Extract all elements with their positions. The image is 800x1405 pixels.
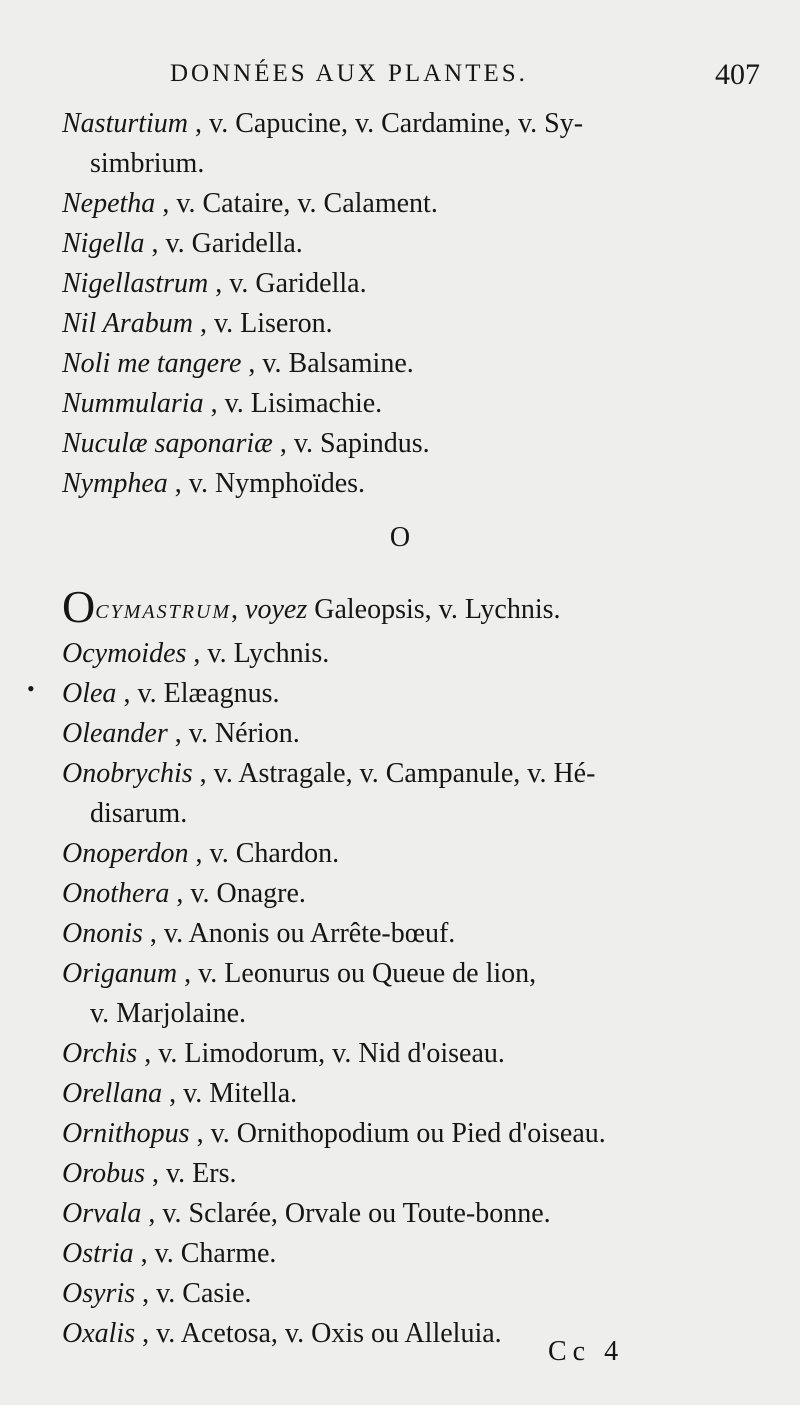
entry-text: v. Chardon. (209, 838, 340, 869)
entry-text: v. Astragale, v. Campanule, v. Hé- (213, 758, 596, 789)
index-entry: Nigellastrum , v. Garidella. (62, 268, 367, 299)
entry-text: v. Casie. (156, 1278, 252, 1309)
entry-text: v. Mitella. (183, 1078, 298, 1109)
entries-n-list (62, 104, 762, 504)
entry-lemma: Nigellastrum (62, 268, 209, 299)
entry-text: v. Elæagnus. (137, 678, 280, 709)
page-header (170, 58, 760, 98)
entry-lemma: Nummularia (62, 388, 204, 419)
entry-text: v. Garidella. (229, 268, 367, 299)
see-label: voyez (245, 594, 308, 625)
entry-text: v. Liseron. (213, 308, 333, 339)
index-entry: Nymphea , v. Nymphoïdes. (62, 468, 366, 499)
index-entry: Ornithopus , v. Ornithopodium ou Pied d'oiseau. (62, 1118, 606, 1149)
entry-continuation: simbrium. (90, 148, 205, 179)
entry-text: v. Sclarée, Orvale ou Toute-bonne. (162, 1198, 551, 1229)
entry-text: v. Ers. (165, 1158, 237, 1189)
entry-text: v. Leonurus ou Queue de lion, (198, 958, 537, 989)
index-entry: Ostria , v. Charme. (62, 1238, 277, 1269)
entry-lemma: Oxalis (62, 1318, 136, 1349)
entry-lemma: Noli me tangere (62, 348, 242, 379)
index-entry: Origanum , v. Leonurus ou Queue de lion, v. Marjolaine. (62, 954, 762, 1034)
entry-lemma: Nigella (62, 228, 145, 259)
entry-lemma: Ostria (62, 1238, 134, 1269)
entry-lemma: Ocymoides (62, 638, 187, 669)
index-entry: Nasturtium , v. Capucine, v. Cardamine, v. Sy- simbrium. (62, 104, 762, 184)
entry-lemma: Onoperdon (62, 838, 189, 869)
entry-text: v. Limodorum, v. Nid d'oiseau. (158, 1038, 505, 1069)
index-entry: Nepetha , v. Cataire, v. Calament. (62, 188, 438, 219)
entry-lemma: Nuculæ saponariæ (62, 428, 273, 459)
entry-text: v. Nérion. (188, 718, 300, 749)
index-entry: Onothera , v. Onagre. (62, 878, 306, 909)
entry-text: v. Lychnis. (207, 638, 330, 669)
entry-lemma: Onothera (62, 878, 170, 909)
entry-lemma: Ononis (62, 918, 143, 949)
index-entry: Nummularia , v. Lisimachie. (62, 388, 383, 419)
index-entry: Onobrychis , v. Astragale, v. Campanule, v. Hé- disarum. (62, 754, 762, 834)
index-entry: Orchis , v. Limodorum, v. Nid d'oiseau. (62, 1038, 505, 1069)
index-entry: Ocymoides , v. Lychnis. (62, 638, 330, 669)
entry-lemma: Nepetha (62, 188, 156, 219)
index-entry: Osyris , v. Casie. (62, 1278, 252, 1309)
entry-lemma: Oleander (62, 718, 168, 749)
entry-text: v. Garidella. (165, 228, 303, 259)
first-entry-caps: CYMASTRUM (95, 601, 232, 623)
index-entry: Olea , v. Elæagnus. (62, 678, 280, 709)
entry-text: v. Sapindus. (293, 428, 430, 459)
entry-lemma: Onobrychis (62, 758, 193, 789)
first-entry-ocymastrum: OCYMASTRUM, voyez Galeopsis, v. Lychnis. (62, 581, 561, 632)
index-entry: Orellana , v. Mitella. (62, 1078, 298, 1109)
margin-bullet: • (27, 676, 35, 701)
index-entry: Orvala , v. Sclarée, Orvale ou Toute-bonne. (62, 1198, 551, 1229)
index-entry: Nuculæ saponariæ , v. Sapindus. (62, 428, 430, 459)
index-entry: Oleander , v. Nérion. (62, 718, 300, 749)
entry-text: v. Nymphoïdes. (188, 468, 366, 499)
page-number: 407 (715, 58, 760, 91)
entry-lemma: Nasturtium (62, 108, 189, 139)
entry-continuation: v. Marjolaine. (90, 998, 247, 1029)
entry-text: v. Ornithopodium ou Pied d'oiseau. (210, 1118, 606, 1149)
entry-text: v. Charme. (154, 1238, 277, 1269)
entry-continuation: disarum. (90, 798, 188, 829)
section-letter: O (389, 522, 411, 553)
entry-lemma: Ornithopus (62, 1118, 190, 1149)
entry-text: v. Lisimachie. (224, 388, 383, 419)
index-entry: Nil Arabum , v. Liseron. (62, 308, 333, 339)
entry-lemma: Orobus (62, 1158, 145, 1189)
entry-text: v. Capucine, v. Cardamine, v. Sy- (209, 108, 584, 139)
index-entry: Onoperdon , v. Chardon. (62, 838, 340, 869)
index-entry: Oxalis , v. Acetosa, v. Oxis ou Alleluia. (62, 1318, 502, 1349)
entry-lemma: Orchis (62, 1038, 138, 1069)
drop-cap: O (62, 581, 96, 632)
entry-text: v. Balsamine. (262, 348, 414, 379)
entry-lemma: Olea (62, 678, 117, 709)
entries-o-list (62, 634, 762, 1354)
running-title: DONNÉES AUX PLANTES. (170, 60, 528, 87)
entry-text: v. Acetosa, v. Oxis ou Alleluia. (156, 1318, 502, 1349)
entry-lemma: Nil Arabum (62, 308, 193, 339)
index-entry: Noli me tangere , v. Balsamine. (62, 348, 414, 379)
entry-text: v. Onagre. (190, 878, 306, 909)
entry-lemma: Orellana (62, 1078, 163, 1109)
entry-lemma: Osyris (62, 1278, 136, 1309)
entry-lemma: Nymphea (62, 468, 168, 499)
signature-mark: Cc 4 (548, 1336, 625, 1367)
first-entry-text: Galeopsis, v. Lychnis. (314, 594, 561, 625)
entry-text: v. Anonis ou Arrête-bœuf. (163, 918, 456, 949)
index-entry: Ononis , v. Anonis ou Arrête-bœuf. (62, 918, 456, 949)
entry-text: v. Cataire, v. Calament. (176, 188, 438, 219)
index-entry: Orobus , v. Ers. (62, 1158, 237, 1189)
index-entry: Nigella , v. Garidella. (62, 228, 303, 259)
entry-lemma: Origanum (62, 958, 178, 989)
entry-lemma: Orvala (62, 1198, 142, 1229)
